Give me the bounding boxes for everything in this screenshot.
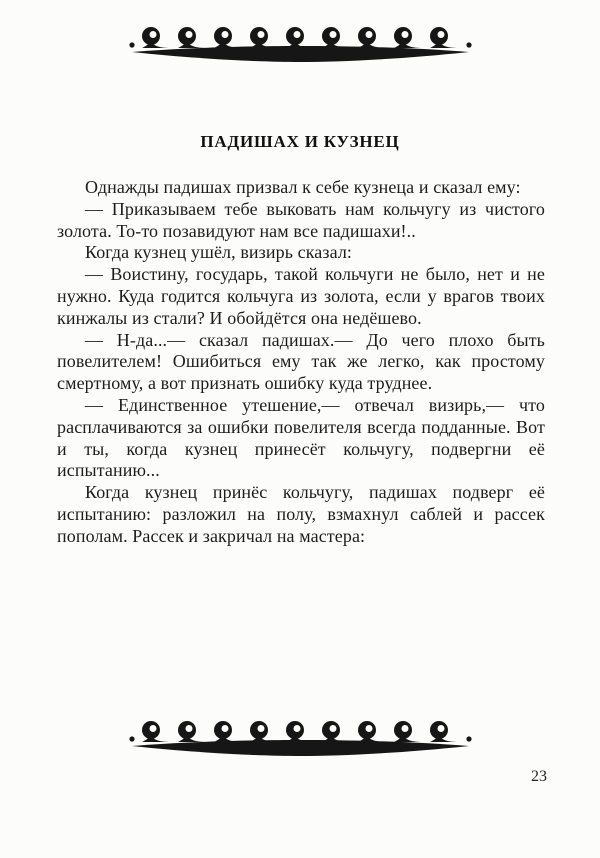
ornament-top xyxy=(0,0,600,66)
ornament-top-icon xyxy=(128,22,473,66)
paragraph: Когда кузнец ушёл, визирь сказал: xyxy=(85,242,353,263)
story-text xyxy=(57,177,545,548)
paragraph: — Н-да...— сказал падишах.— До чего плохо быть повелителем! Ошибиться ему так же легко, как простому смертному, а вот признать ошибку куда труднее. xyxy=(57,329,545,394)
page-title: ПАДИШАХ И КУЗНЕЦ xyxy=(200,132,400,151)
ornament-bottom xyxy=(0,716,600,760)
paragraph: — Воистину, государь, такой кольчуги не было, нет и не нужно. Куда годится кольчуга из золота, если у врагов твоих кинжалы из стали? И обойдётся она недёшево. xyxy=(57,264,545,328)
paragraph: — Приказываем тебе выковать нам кольчугу из чистого золота. То-то позавидуют нам все падишахи!.. xyxy=(57,198,545,241)
ornament-bottom-icon xyxy=(128,716,473,760)
paragraph: — Единственное утешение,— отвечал визирь,— что расплачиваются за ошибки повелителя всегда подданные. Вот и ты, когда кузнец принесёт кольчугу, подвергни её испытанию... xyxy=(57,394,545,481)
paragraph: Однажды падишах призвал к себе кузнеца и сказал ему: xyxy=(85,177,521,197)
page-number: 23 xyxy=(531,768,547,785)
paragraph: Когда кузнец принёс кольчугу, падишах подверг её испытанию: разложил на полу, взмахнул саблей и рассек пополам. Рассек и закричал на мастера: xyxy=(57,482,545,546)
